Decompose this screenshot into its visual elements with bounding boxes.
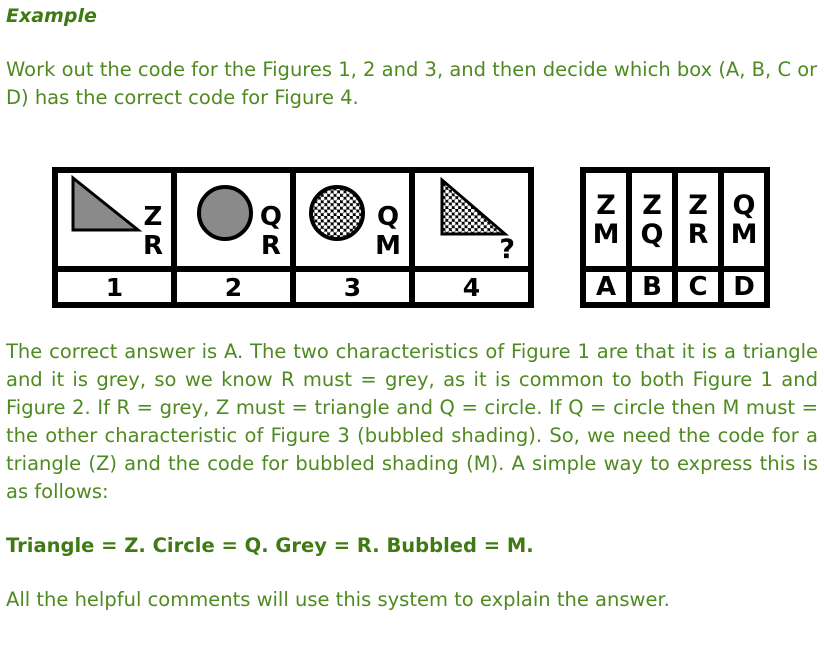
- answer-letter-b: B: [632, 272, 672, 302]
- option-code-top: Q: [732, 189, 756, 221]
- answer-table: [580, 167, 770, 308]
- figure-number-1: 1: [58, 272, 171, 302]
- grey-triangle-shape: [70, 175, 142, 235]
- figure-cell-1: [58, 173, 171, 266]
- figure-number-3: 3: [296, 272, 409, 302]
- footer-note: All the helpful comments will use this system to explain the answer.: [6, 588, 670, 611]
- figure-codes: [260, 203, 282, 261]
- figure-code-bottom: R: [260, 231, 281, 261]
- figure-codes: [375, 203, 401, 261]
- answer-option-d-codes: [724, 173, 764, 266]
- figure-codes: [143, 203, 163, 261]
- option-code-bottom: Q: [640, 218, 664, 250]
- code-summary: Triangle = Z. Circle = Q. Grey = R. Bubbled = M.: [6, 534, 534, 557]
- answer-letter-a: A: [586, 272, 626, 302]
- page-title: Example: [6, 5, 97, 27]
- figure-number-4: 4: [415, 272, 528, 302]
- figure-code-top: Q: [377, 202, 400, 232]
- question-mark: ?: [499, 234, 515, 265]
- figure-code-top: Q: [259, 202, 282, 232]
- answer-letter-c: C: [678, 272, 718, 302]
- figure-number-2: 2: [177, 272, 290, 302]
- figure-cell-4: [415, 173, 528, 266]
- answer-option-c-codes: [678, 173, 718, 266]
- answer-letter-d: D: [724, 272, 764, 302]
- figure-code-bottom: M: [375, 231, 401, 261]
- option-code-top: Z: [642, 189, 662, 221]
- bubbled-triangle-shape: [439, 177, 509, 239]
- figure-cell-3: [296, 173, 409, 266]
- explanation-paragraph: The correct answer is A. The two characteristics of Figure 1 are that it is a triangle and it is grey, so we know R must = grey, as it is common to both Figure 1 and Figure 2. If R = grey, Z must = triangle and Q = circle. If Q = circle then M must = the other characteristic of Figure 3 (bubbled shading). So, we need the code for a triangle (Z) and the code for bubbled shading (M). A simple way to express this is as follows:: [6, 340, 818, 503]
- figure-cell-2: [177, 173, 290, 266]
- option-code-bottom: M: [592, 218, 620, 250]
- answer-option-a-codes: [586, 173, 626, 266]
- figures-row: [52, 167, 818, 308]
- option-code-bottom: M: [730, 218, 758, 250]
- bubbled-circle-shape: [308, 184, 368, 244]
- figure-code-bottom: R: [142, 231, 163, 261]
- figure-table: [52, 167, 534, 308]
- option-code-top: Z: [596, 189, 616, 221]
- intro-paragraph: Work out the code for the Figures 1, 2 and 3, and then decide which box (A, B, C or D) has the correct code for Figure 4.: [6, 58, 818, 109]
- figure-code-top: Z: [143, 202, 163, 232]
- answer-option-b-codes: [632, 173, 672, 266]
- option-code-bottom: R: [687, 218, 709, 250]
- grey-circle-shape: [196, 184, 256, 244]
- option-code-top: Z: [688, 189, 708, 221]
